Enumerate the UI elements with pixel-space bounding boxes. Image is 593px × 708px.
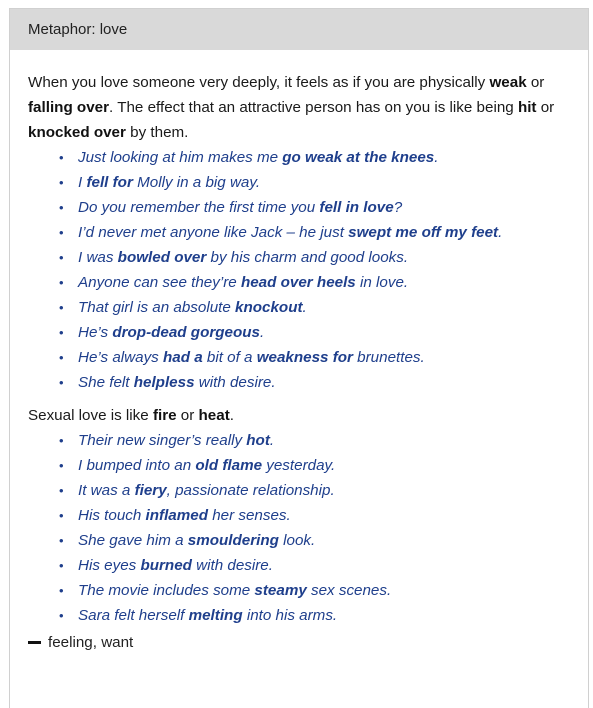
text-run: .: [229, 407, 234, 424]
text-run: She gave him a: [78, 532, 188, 549]
bold-phrase: falling over: [28, 99, 110, 116]
box-content: [10, 50, 588, 655]
text-run: with desire.: [194, 374, 276, 391]
text-run: . The effect that an attractive person has on you is like being: [109, 99, 518, 116]
text-run: look.: [278, 532, 316, 549]
bold-phrase: head over heels: [240, 274, 356, 291]
text-run: It was a: [78, 482, 135, 499]
bold-phrase: melting: [188, 607, 243, 624]
text-run: His touch: [78, 507, 146, 524]
text-run: He’s: [78, 324, 113, 341]
text-run: yesterday.: [262, 457, 336, 474]
bold-phrase: had a: [162, 349, 203, 366]
bullet-icon: •: [59, 508, 64, 523]
example-item: [59, 478, 570, 503]
text-run: .: [498, 224, 503, 241]
text-run: She felt: [78, 374, 134, 391]
bold-phrase: fell for: [86, 174, 133, 191]
bullet-icon: •: [59, 350, 64, 365]
bullet-icon: •: [59, 250, 64, 265]
text-run: His eyes: [78, 557, 141, 574]
text-run: .: [434, 149, 439, 166]
text-run: I bumped into an: [78, 457, 196, 474]
bold-phrase: drop-dead gorgeous: [112, 324, 260, 341]
text-run: Do you remember the first time you: [78, 199, 320, 216]
example-item: [59, 428, 570, 453]
text-run: Just looking at him makes me: [78, 149, 283, 166]
bullet-icon: •: [59, 483, 64, 498]
bold-phrase: knocked over: [28, 124, 126, 141]
text-run: I: [78, 174, 87, 191]
bullet-icon: •: [59, 200, 64, 215]
bold-phrase: steamy: [254, 582, 307, 599]
bold-phrase: helpless: [133, 374, 195, 391]
text-run: , passionate relationship.: [166, 482, 335, 499]
example-item: [59, 578, 570, 603]
text-run: by them.: [125, 124, 189, 141]
bold-phrase: hot: [246, 432, 270, 449]
example-item: [59, 145, 570, 170]
text-run: with desire.: [191, 557, 273, 574]
bullet-icon: •: [59, 225, 64, 240]
text-run: by his charm and good looks.: [206, 249, 409, 266]
example-item: [59, 553, 570, 578]
example-item: [59, 503, 570, 528]
example-item: [59, 345, 570, 370]
example-item: [59, 370, 570, 395]
bold-phrase: bowled over: [117, 249, 207, 266]
text-run: When you love someone very deeply, it feels as if you are physically: [28, 74, 490, 91]
example-item: [59, 220, 570, 245]
text-run: or: [526, 74, 545, 91]
example-item: [59, 170, 570, 195]
bold-phrase: hit: [517, 99, 537, 116]
second-paragraph: [28, 403, 570, 428]
bold-phrase: old flame: [195, 457, 263, 474]
bullet-icon: •: [59, 275, 64, 290]
example-item: [59, 295, 570, 320]
text-run: ?: [393, 199, 403, 216]
bold-phrase: weak: [489, 74, 527, 91]
bold-phrase: fiery: [134, 482, 167, 499]
text-run: bit of a: [202, 349, 257, 366]
bold-phrase: burned: [140, 557, 192, 574]
intro-paragraph: [28, 70, 570, 145]
text-run: sex scenes.: [306, 582, 392, 599]
bullet-icon: •: [59, 583, 64, 598]
bullet-icon: •: [59, 375, 64, 390]
text-run: .: [269, 432, 275, 449]
text-run: in love.: [355, 274, 409, 291]
bullet-icon: •: [59, 175, 64, 190]
bullet-icon: •: [59, 558, 64, 573]
text-run: or: [176, 407, 199, 424]
see-also-line: [28, 630, 570, 655]
example-item: [59, 320, 570, 345]
right-arrow-icon: [28, 641, 41, 644]
bold-phrase: go weak at the knees: [282, 149, 435, 166]
text-run: .: [302, 299, 307, 316]
bullet-icon: •: [59, 533, 64, 548]
bold-phrase: smouldering: [187, 532, 279, 549]
bullet-icon: •: [59, 458, 64, 473]
text-run: He’s always: [78, 349, 163, 366]
example-item: [59, 245, 570, 270]
example-item: [59, 528, 570, 553]
example-item: [59, 270, 570, 295]
metaphor-box: [9, 8, 589, 708]
bullet-icon: •: [59, 150, 64, 165]
bold-phrase: knockout: [235, 299, 303, 316]
text-run: Anyone can see they’re: [78, 274, 241, 291]
see-also-links[interactable]: feeling, want: [48, 634, 134, 651]
bullet-icon: •: [59, 433, 64, 448]
text-run: I’d never met anyone like Jack – he just: [78, 224, 349, 241]
text-run: Molly in a big way.: [132, 174, 261, 191]
bullet-icon: •: [59, 300, 64, 315]
text-run: or: [536, 99, 555, 116]
bold-phrase: fell in love: [319, 199, 394, 216]
text-run: That girl is an absolute: [78, 299, 236, 316]
bold-phrase: heat: [198, 407, 230, 424]
text-run: .: [259, 324, 265, 341]
bold-phrase: swept me off my feet: [348, 224, 499, 241]
example-list-2: [28, 428, 570, 628]
text-run: Their new singer’s really: [78, 432, 247, 449]
bold-phrase: weakness for: [256, 349, 353, 366]
box-title: Metaphor: love: [28, 21, 128, 38]
text-run: brunettes.: [352, 349, 425, 366]
bold-phrase: fire: [152, 407, 177, 424]
bullet-icon: •: [59, 325, 64, 340]
example-item: [59, 195, 570, 220]
box-header: [10, 9, 588, 50]
bold-phrase: inflamed: [145, 507, 208, 524]
text-run: Sara felt herself: [78, 607, 189, 624]
text-run: into his arms.: [242, 607, 338, 624]
text-run: I was: [78, 249, 118, 266]
text-run: her senses.: [207, 507, 291, 524]
example-list-1: [28, 145, 570, 395]
bullet-icon: •: [59, 608, 64, 623]
example-item: [59, 453, 570, 478]
text-run: The movie includes some: [78, 582, 255, 599]
example-item: [59, 603, 570, 628]
text-run: Sexual love is like: [28, 407, 153, 424]
